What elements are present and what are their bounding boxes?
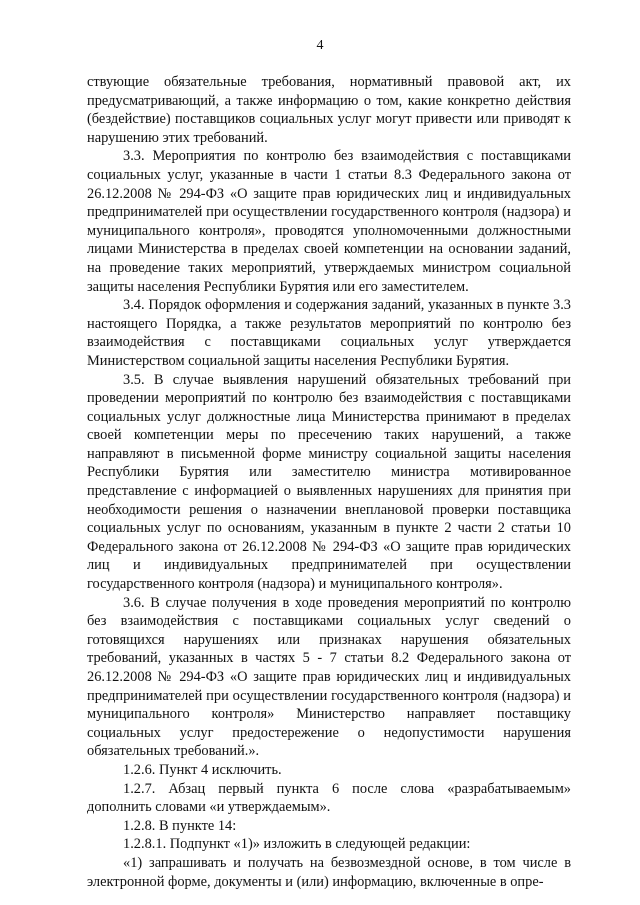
page-number: 4	[316, 38, 324, 53]
paragraph-1-2-8-1: 1.2.8.1. Подпункт «1)» изложить в следующей редакции:	[123, 836, 471, 853]
paragraph-1-2-6: 1.2.6. Пункт 4 исключить.	[123, 761, 282, 778]
paragraph-1-2-8: 1.2.8. В пункте 14:	[123, 817, 237, 834]
paragraph-3-5: 3.5. В случае выявления нарушений обязательных требований при проведении мероприятий по контролю без взаимодействия с поставщиками социальных услуг должностные лица Министерства принимают в пределах своей компетенции меры по пресечению таких нарушений, а также направляют в письменной форме министру социальной защиты населения Республики Бурятия или заместителю министра мотивированное представление с информацией о выявленных нарушениях для принятия при необходимости решения о назначении внеплановой проверки поставщика социальных услуг по основаниям, указанным в пункте 2 части 2 статьи 10 Федерального закона от 26.12.2008 № 294-ФЗ «О защите прав юридических лиц и индивидуальных предпринимателей при осуществлении государственного контроля (надзора) и муниципального контроля».	[87, 371, 571, 593]
paragraph-3-3: 3.3. Мероприятия по контролю без взаимодействия с поставщиками социальных услуг, указанные в части 1 статьи 8.3 Федерального закона от 26.12.2008 № 294-ФЗ «О защите прав юридических лиц и индивидуальных предпринимателей при осуществлении государственного контроля (надзора) и муниципального контроля», проводятся уполномоченными должностными лицами Министерства в пределах своей компетенции на основании заданий, на проведение таких мероприятий, утверждаемых министром социальной защиты населения Республики Бурятия или его заместителем.	[87, 148, 571, 295]
paragraph-continuation: ствующие обязательные требования, нормативный правовой акт, их предусматривающий, а также информацию о том, какие конкретно действия (бездействие) поставщиков социальных услуг могут привести или приводят к нарушению этих требований.	[87, 74, 571, 146]
document-body	[87, 73, 571, 891]
paragraph-1-2-7: 1.2.7. Абзац первый пункта 6 после слова «разрабатываемым» дополнить словами «и утверждаемым».	[87, 780, 571, 816]
paragraph-subpoint-1: «1) запрашивать и получать на безвозмездной основе, в том числе в электронной форме, документы и (или) информацию, включенные в опре-	[87, 854, 571, 890]
paragraph-3-4: 3.4. Порядок оформления и содержания заданий, указанных в пункте 3.3 настоящего Порядка, а также результатов мероприятий по контролю без взаимодействия с поставщиками социальных услуг утверждается Министерством социальной защиты населения Республики Бурятия.	[87, 297, 571, 369]
paragraph-3-6: 3.6. В случае получения в ходе проведения мероприятий по контролю без взаимодействия с поставщиками социальных услуг сведений о готовящихся нарушениях или признаках нарушения обязательных требований, указанных в частях 5 - 7 статьи 8.2 Федерального закона от 26.12.2008 № 294-ФЗ «О защите прав юридических лиц и индивидуальных предпринимателей при осуществлении государственного контроля (надзора) и муниципального контроля» Министерство направляет поставщику социальных услуг предостережение о недопустимости нарушения обязательных требований.».	[87, 594, 571, 760]
